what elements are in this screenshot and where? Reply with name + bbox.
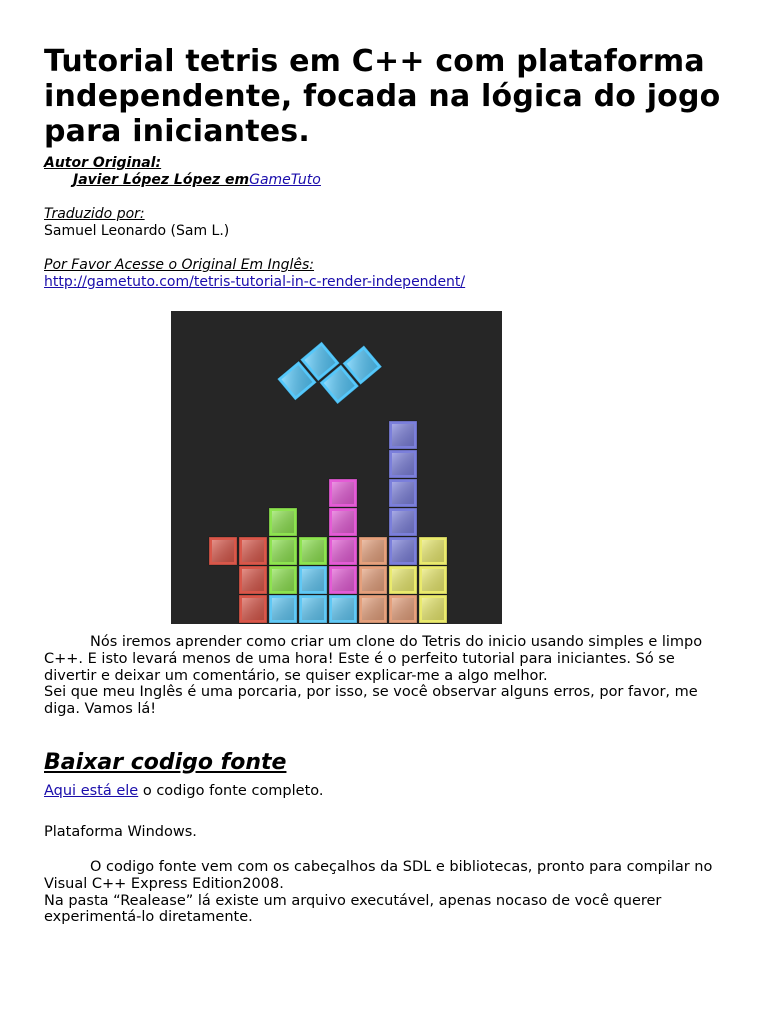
translated-label: Traduzido por: — [44, 206, 145, 222]
tetris-block-shine — [422, 598, 444, 620]
tetris-block-shine — [392, 569, 414, 591]
tetris-stack — [209, 421, 447, 623]
tetris-block-shine — [332, 569, 354, 591]
tetris-block-shine — [332, 540, 354, 562]
platform-line: Plataforma Windows. — [44, 824, 197, 840]
tetris-block-shine — [422, 569, 444, 591]
tetris-block-shine — [392, 453, 414, 475]
original-url-link[interactable]: http://gametuto.com/tetris-tutorial-in-c-render-independent/ — [44, 274, 466, 290]
tetris-block-shine — [212, 540, 234, 562]
tetris-block-shine — [272, 598, 294, 620]
tetris-block-shine — [392, 598, 414, 620]
tetris-block-shine — [392, 511, 414, 533]
tetris-block-shine — [302, 569, 324, 591]
tetris-block-shine — [392, 482, 414, 504]
author-label: Autor Original: — [44, 155, 162, 171]
intro-paragraph-2: Sei que meu Inglês é uma porcaria, por isso, se você observar alguns erros, por favor, me diga. Vamos lá! — [44, 684, 698, 718]
translator-name: Samuel Leonardo (Sam L.) — [44, 223, 230, 239]
tetris-block-shine — [332, 482, 354, 504]
document-page — [44, 44, 724, 291]
original-label: Por Favor Acesse o Original Em Inglês: — [44, 257, 315, 273]
tetris-block-shine — [304, 346, 335, 377]
author-section — [44, 155, 724, 291]
author-name: Javier López López em — [73, 172, 250, 188]
windows-paragraph-1: O codigo fonte vem com os cabeçalhos da SDL e bibliotecas, pronto para compilar no Visual C++ Express Edition2008. — [44, 859, 713, 892]
tetris-block-shine — [362, 540, 384, 562]
tetris-block-shine — [362, 598, 384, 620]
windows-paragraph-2: Na pasta “Realease” lá existe um arquivo executável, apenas nocaso de você querer experimentá-lo diretamente. — [44, 892, 662, 926]
tetris-block-shine — [302, 540, 324, 562]
tetris-block-shine — [392, 424, 414, 446]
download-line — [44, 783, 724, 800]
tetris-block-shine — [242, 598, 264, 620]
download-link[interactable]: Aqui está ele — [44, 783, 139, 799]
tetris-block-shine — [272, 540, 294, 562]
tetris-block-shine — [324, 369, 355, 400]
windows-section — [44, 859, 724, 926]
tetris-block-shine — [272, 569, 294, 591]
tetris-block-shine — [302, 598, 324, 620]
tetris-block-shine — [422, 540, 444, 562]
download-heading: Baixar codigo fonte — [44, 750, 287, 775]
tetris-block-shine — [362, 569, 384, 591]
tetris-block-shine — [281, 365, 312, 396]
document-title: Tutorial tetris em C++ com plataforma independente, focada na lógica do jogo para iniciantes. — [44, 44, 721, 149]
tetris-image — [171, 311, 502, 624]
intro-paragraph-1: Nós iremos aprender como criar um clone do Tetris do inicio usando simples e limpo C++. E isto levará menos de uma hora! Este é o perfeito tutorial para iniciantes. Só se divertir e deixar um comentário, se quiser explicar-me a algo melhor. — [44, 634, 703, 684]
falling-piece — [277, 322, 382, 423]
tetris-block-shine — [332, 598, 354, 620]
intro-section — [44, 634, 724, 718]
author-site-link[interactable]: GameTuto — [249, 172, 321, 188]
tetris-block-shine — [242, 569, 264, 591]
tetris-block-shine — [242, 540, 264, 562]
tetris-block-shine — [332, 511, 354, 533]
author-line — [73, 172, 724, 189]
download-text: o codigo fonte completo. — [138, 783, 324, 799]
tetris-figure — [171, 311, 502, 624]
tetris-block-shine — [347, 350, 378, 381]
tetris-block-shine — [272, 511, 294, 533]
tetris-block-shine — [392, 540, 414, 562]
